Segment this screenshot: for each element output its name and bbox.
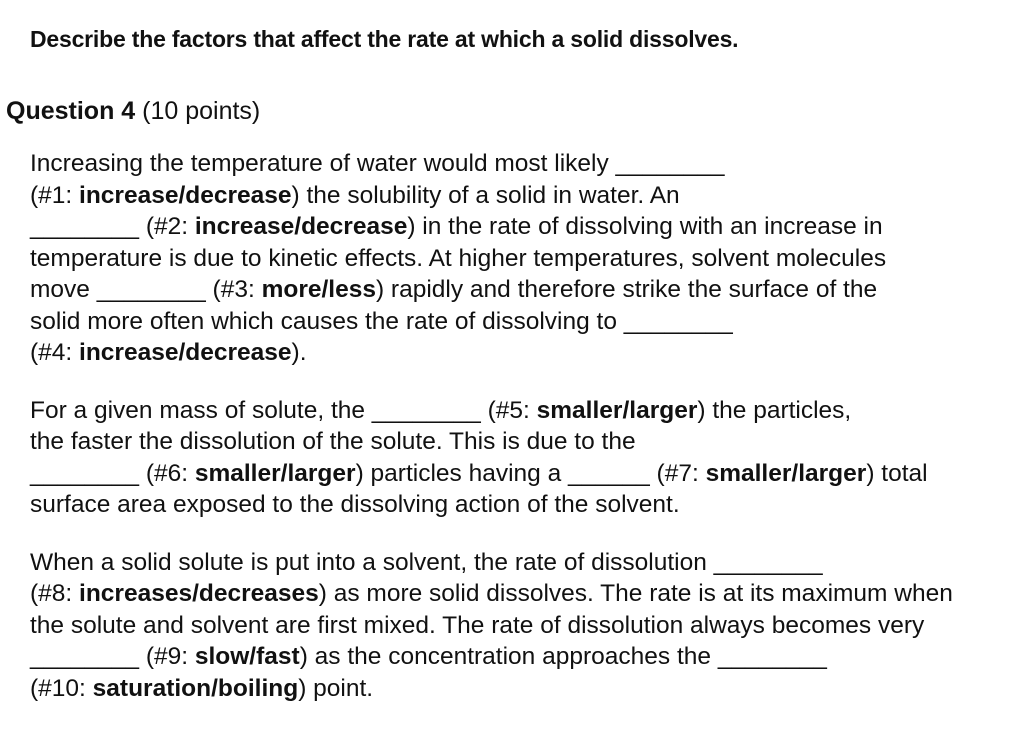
paragraph-2	[30, 395, 1015, 521]
line-text: Increasing the temperature of water would most likely ________	[30, 150, 725, 177]
line-text: ) as more solid dissolves. The rate is at its maximum when	[318, 580, 953, 607]
question-number: Question 4	[6, 97, 136, 125]
text-line	[30, 489, 1015, 521]
line-text: ) total	[866, 459, 928, 487]
answer-options: smaller/larger	[705, 459, 867, 487]
answer-options: increase/decrease	[79, 181, 292, 209]
answer-options: saturation/boiling	[92, 674, 299, 702]
line-text: temperature is due to kinetic effects. At higher temperatures, solvent molecules	[30, 244, 887, 272]
line-text: solid more often which causes the rate of dissolving to ________	[30, 307, 733, 335]
answer-options: increase/decrease	[79, 339, 292, 366]
line-text: ) rapidly and therefore strike the surface of the	[375, 276, 878, 303]
line-text: ).	[291, 339, 307, 366]
line-text: For a given mass of solute, the ________ (#5:	[30, 396, 537, 424]
text-line	[30, 243, 1015, 275]
text-line	[30, 426, 1015, 458]
answer-options: smaller/larger	[536, 396, 698, 424]
text-line	[30, 673, 1015, 705]
line-text: (#1:	[30, 181, 80, 209]
line-text: (#4:	[30, 339, 80, 366]
line-text: ) particles having a ______ (#7:	[355, 459, 706, 487]
line-text: When a solid solute is put into a solvent, the rate of dissolution ________	[30, 548, 823, 576]
answer-options: increases/decreases	[79, 580, 319, 607]
text-line	[30, 306, 1015, 338]
line-text: ) point.	[298, 674, 374, 702]
paragraph-3	[30, 547, 1015, 705]
text-line	[30, 610, 1015, 642]
question-body	[30, 148, 1015, 730]
line-text: (#8:	[30, 580, 80, 607]
text-line	[30, 458, 1015, 490]
line-text: ________ (#9:	[30, 643, 195, 670]
text-line	[30, 547, 1015, 579]
text-line	[30, 211, 1015, 243]
line-text: ) the solubility of a solid in water. An	[291, 181, 680, 209]
question-title	[6, 97, 260, 126]
line-text: (#10:	[30, 674, 93, 702]
paragraph-1	[30, 148, 1015, 369]
line-text: move ________ (#3:	[30, 276, 262, 303]
text-line	[30, 337, 1015, 369]
line-text: the faster the dissolution of the solute. This is due to the	[30, 428, 636, 455]
text-line	[30, 641, 1015, 673]
answer-options: slow/fast	[194, 643, 300, 670]
line-text: surface area exposed to the dissolving action of the solvent.	[30, 491, 680, 518]
text-line	[30, 578, 1015, 610]
text-line	[30, 180, 1015, 212]
page-heading: Describe the factors that affect the rate at which a solid dissolves.	[30, 26, 739, 52]
line-text: the solute and solvent are first mixed. The rate of dissolution always becomes very	[30, 611, 925, 639]
text-line	[30, 395, 1015, 427]
answer-options: more/less	[261, 276, 376, 303]
line-text: ________ (#6:	[30, 459, 195, 487]
line-text: ________ (#2:	[30, 213, 195, 240]
text-line	[30, 274, 1015, 306]
answer-options: smaller/larger	[194, 459, 356, 487]
line-text: ) in the rate of dissolving with an increase in	[407, 213, 883, 240]
question-points: (10 points)	[142, 97, 261, 125]
line-text: ) the particles,	[697, 396, 852, 424]
answer-options: increase/decrease	[194, 213, 408, 240]
text-line	[30, 148, 1015, 180]
line-text: ) as the concentration approaches the ________	[299, 643, 827, 670]
